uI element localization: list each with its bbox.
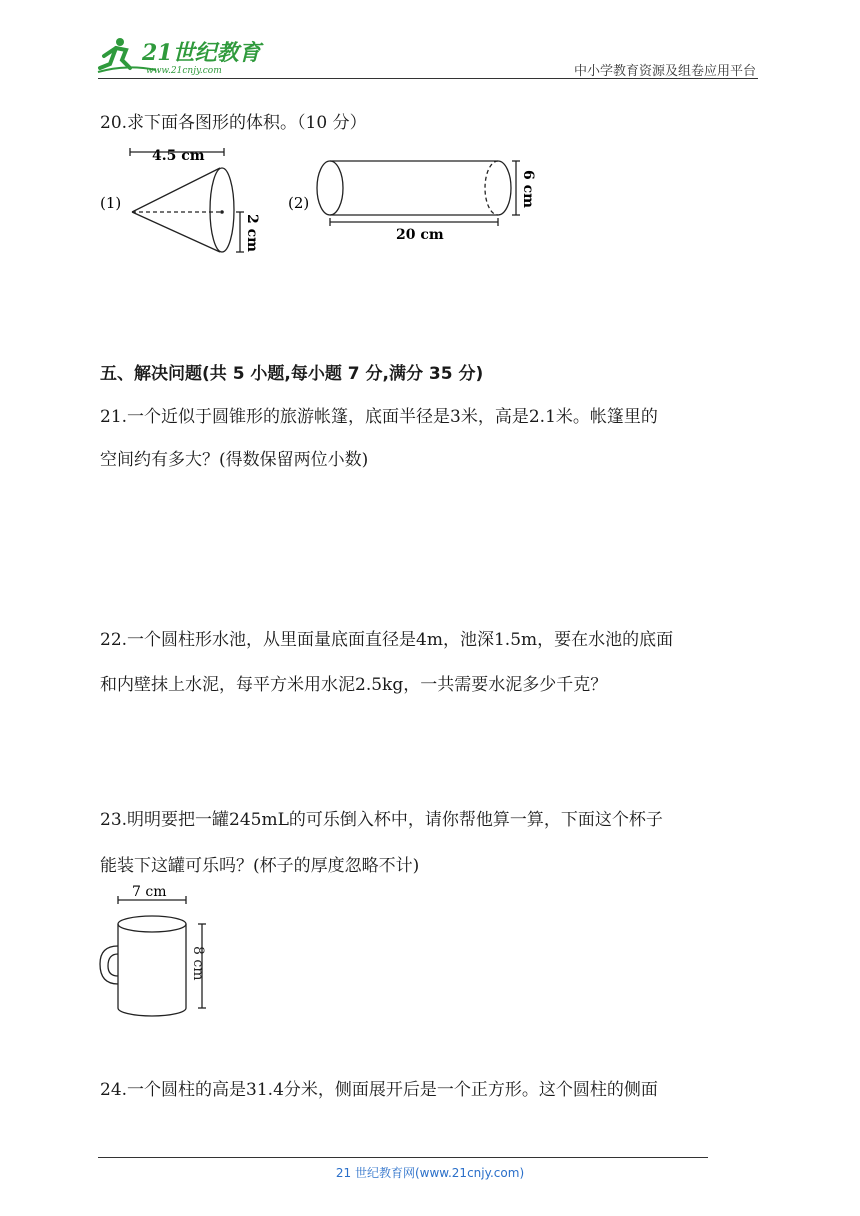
question-22-line2: 和内壁抹上水泥，每平方米用水泥2.5kg，一共需要水泥多少千克？ <box>100 675 608 695</box>
logo-text: 21世纪教育 <box>142 40 261 66</box>
fig1-label: (1) <box>100 194 122 212</box>
question-20: 20.求下面各图形的体积。（10 分） <box>100 113 367 133</box>
fig2-bottom-dim: 20 cm <box>396 227 444 243</box>
q20-figures <box>96 142 556 260</box>
question-24-line1: 24.一个圆柱的高是31.4分米，侧面展开后是一个正方形。这个圆柱的侧面 <box>100 1080 658 1100</box>
question-21-line1: 21.一个近似于圆锥形的旅游帐篷，底面半径是3米，高是2.1米。帐篷里的 <box>100 407 658 427</box>
header-platform-text: 中小学教育资源及组卷应用平台 <box>573 64 756 79</box>
header-divider <box>98 78 758 79</box>
cup-height-dim: 8 cm <box>190 946 206 981</box>
logo-sub: www.21cnjy.com <box>146 66 222 76</box>
fig1-side-dim: 2 cm <box>244 214 260 252</box>
question-23-line2: 能装下这罐可乐吗？(杯子的厚度忽略不计) <box>100 856 420 876</box>
question-21-line2: 空间约有多大？(得数保留两位小数) <box>100 450 369 470</box>
site-logo <box>96 34 266 76</box>
cup-width-dim: 7 cm <box>132 884 167 900</box>
section-5-title: 五、解决问题(共 5 小题,每小题 7 分,满分 35 分) <box>100 364 484 384</box>
cylinder-figure <box>317 161 520 226</box>
question-23-line1: 23.明明要把一罐245mL的可乐倒入杯中，请你帮他算一算，下面这个杯子 <box>100 810 663 830</box>
fig2-label: (2) <box>288 194 310 212</box>
footer-divider <box>98 1157 708 1158</box>
footer-link[interactable]: 21 世纪教育网(www.21cnjy.com) <box>335 1166 525 1180</box>
fig2-side-dim: 6 cm <box>520 170 536 208</box>
cup-figure <box>94 884 234 1020</box>
question-22-line1: 22.一个圆柱形水池，从里面量底面直径是4m，池深1.5m，要在水池的底面 <box>100 630 674 650</box>
fig1-top-dim: 4.5 cm <box>152 148 205 164</box>
